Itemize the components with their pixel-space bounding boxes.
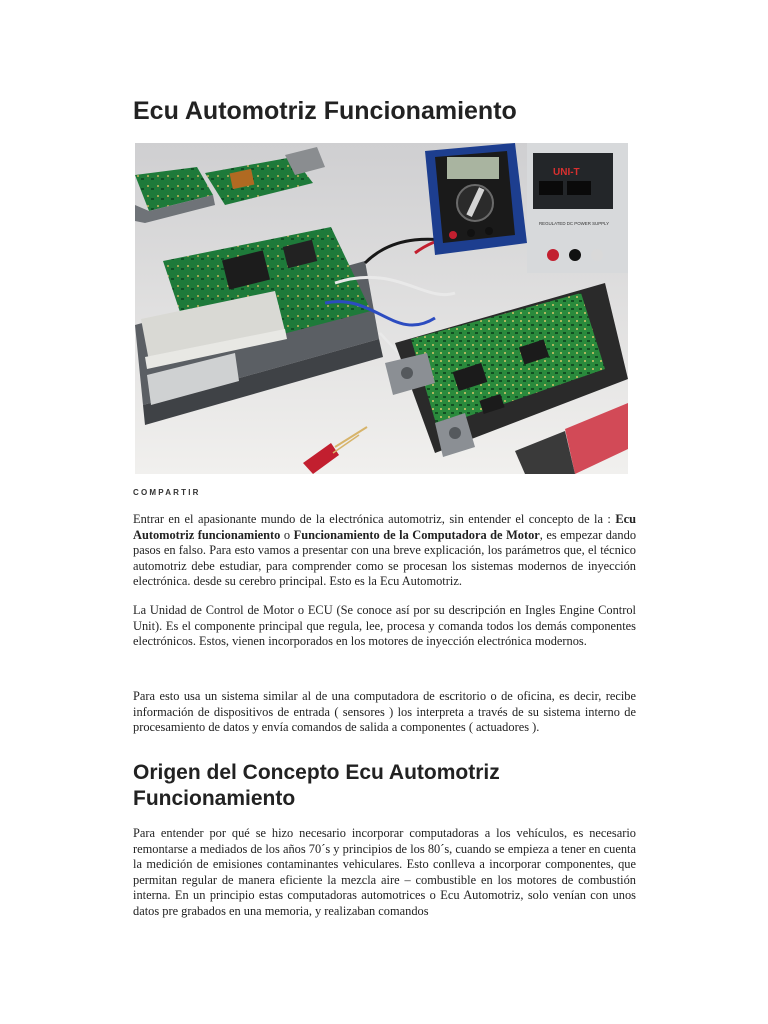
power-supply bbox=[527, 143, 628, 273]
intro-connector: o bbox=[280, 527, 294, 542]
multimeter bbox=[425, 143, 527, 255]
multimeter-brand-label: UNI-T bbox=[553, 167, 580, 178]
engine-computer-term: Funcionamiento de la Computadora de Motor bbox=[293, 527, 540, 542]
intro-paragraph bbox=[133, 512, 636, 590]
ecu-term: Ecu Automotriz funcionamiento bbox=[133, 512, 636, 542]
intro-text: Entrar en el apasionante mundo de la electrónica automotriz, sin entender el concepto de la : bbox=[133, 512, 616, 526]
ecu-function-paragraph: Para esto usa un sistema similar al de una computadora de escritorio o de oficina, es decir, recibe información de dispositivos de entrada ( sensores ) los interpreta a través de su sistema interno de procesamiento de datos y envía comandos de salida a componentes ( actuadores ). bbox=[133, 689, 636, 734]
ecu-definition-paragraph: La Unidad de Control de Motor o ECU (Se conoce así por su descripción en Ingles Engine Control Unit). Es el componente principal que regula, lee, procesa y comanda todos los demás componentes electrónicos. Estos, vienen incorporados en los motores de inyección electrónica modernos. bbox=[133, 603, 636, 648]
share-button[interactable]: COMPARTIR bbox=[133, 488, 201, 497]
power-supply-label: REGULATED DC POWER SUPPLY bbox=[539, 221, 610, 226]
intro-continuation: , es empezar dando pasos en falso. Para esto vamos a presentar con una breve explicación, los parámetros que, el técnico automotriz debe estudiar, para comprender como se procesan los sistemas modernos de inyección electrónica. desde su cerebro principal. Esto es la Ecu Automotriz. bbox=[133, 527, 637, 588]
article-title: Ecu Automotriz Funcionamiento bbox=[133, 97, 517, 125]
ecu-workbench-photo bbox=[135, 143, 628, 474]
section-heading: Origen del Concepto Ecu Automotriz Funcionamiento bbox=[133, 761, 500, 810]
origin-paragraph: Para entender por qué se hizo necesario incorporar computadoras a los vehículos, es necesario remontarse a mediados de los años 70´s y principios de los 80´s, cuando se empieza a tener en cuenta la medición de emisiones contaminantes vehiculares. Esto conlleva a incorporar componentes, que permitan regular de manera eficiente la mezcla aire – combustible en los motores de combustión interna. En un principio estas computadoras automotrices o Ecu Automotriz, solo venían con unos datos pre grabados en una memoria, y realizaban comandos bbox=[133, 826, 636, 918]
